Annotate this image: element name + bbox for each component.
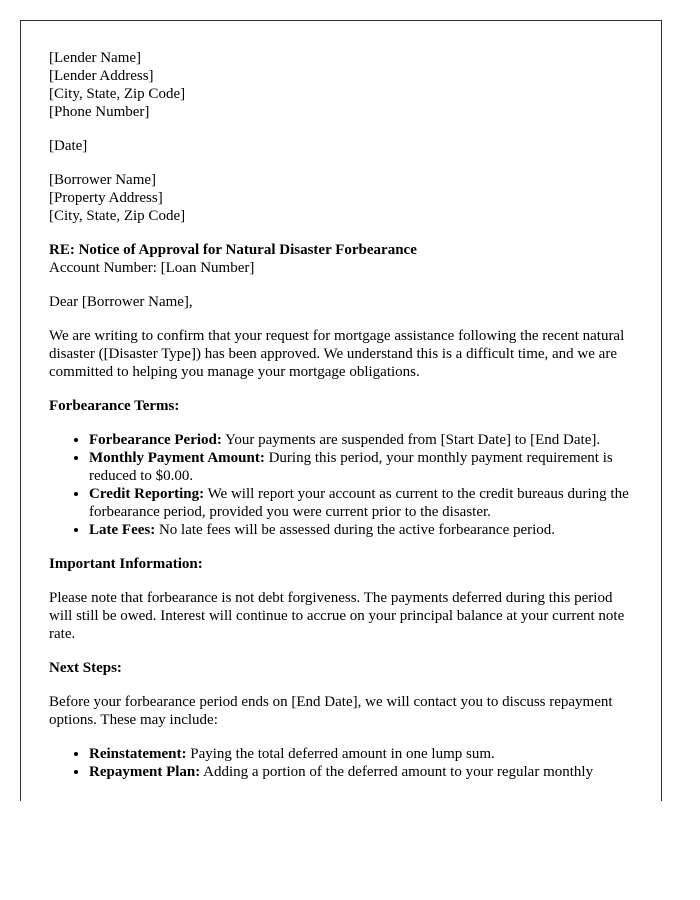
term-label: Credit Reporting: bbox=[89, 486, 205, 502]
lender-block bbox=[49, 49, 633, 121]
term-label: Repayment Plan: bbox=[89, 764, 201, 780]
term-text: Your payments are suspended from [Start Date] to [End Date]. bbox=[221, 432, 601, 448]
terms-list bbox=[49, 431, 633, 539]
lender-phone: [Phone Number] bbox=[49, 104, 150, 120]
letter-page bbox=[20, 20, 662, 801]
letter-content bbox=[21, 21, 661, 781]
subject-line: RE: Notice of Approval for Natural Disaster Forbearance bbox=[49, 242, 417, 258]
account-number: Account Number: [Loan Number] bbox=[49, 260, 255, 276]
next-steps-list bbox=[49, 745, 633, 781]
term-text: During this period, your monthly payment requirement is reduced to $0.00. bbox=[89, 450, 613, 484]
list-item bbox=[89, 449, 633, 485]
important-paragraph: Please note that forbearance is not debt forgiveness. The payments deferred during this period will still be owed. Interest will continue to accrue on your principal balance at your current note rate. bbox=[49, 590, 625, 642]
list-item bbox=[89, 745, 633, 763]
next-steps-paragraph: Before your forbearance period ends on [End Date], we will contact you to discuss repayment options. These may include: bbox=[49, 694, 613, 728]
salutation: Dear [Borrower Name], bbox=[49, 294, 193, 310]
term-label: Late Fees: bbox=[89, 522, 156, 538]
list-item bbox=[89, 431, 633, 449]
borrower-name: [Borrower Name] bbox=[49, 172, 157, 188]
terms-heading: Forbearance Terms: bbox=[49, 398, 180, 414]
borrower-block bbox=[49, 171, 633, 225]
term-text: No late fees will be assessed during the active forbearance period. bbox=[155, 522, 556, 538]
term-text: Paying the total deferred amount in one lump sum. bbox=[186, 746, 495, 762]
intro-paragraph: We are writing to confirm that your request for mortgage assistance following the recent natural disaster ([Disaster Type]) has been approved. We understand this is a difficult time, and we are committed to helping you manage your mortgage obligations. bbox=[49, 328, 625, 380]
next-steps-heading: Next Steps: bbox=[49, 660, 122, 676]
lender-city-state-zip: [City, State, Zip Code] bbox=[49, 86, 186, 102]
term-label: Monthly Payment Amount: bbox=[89, 450, 265, 466]
important-heading: Important Information: bbox=[49, 556, 203, 572]
list-item bbox=[89, 521, 633, 539]
term-label: Forbearance Period: bbox=[89, 432, 222, 448]
borrower-property-address: [Property Address] bbox=[49, 190, 163, 206]
lender-name: [Lender Name] bbox=[49, 50, 142, 66]
list-item bbox=[89, 763, 633, 781]
borrower-city-state-zip: [City, State, Zip Code] bbox=[49, 208, 186, 224]
term-text: Adding a portion of the deferred amount to your regular monthly bbox=[200, 764, 594, 780]
letter-date: [Date] bbox=[49, 138, 88, 154]
date-block bbox=[49, 137, 633, 155]
term-label: Reinstatement: bbox=[89, 746, 187, 762]
term-text: We will report your account as current to the credit bureaus during the forbearance period, provided you were current prior to the disaster. bbox=[89, 486, 629, 520]
list-item bbox=[89, 485, 633, 521]
lender-address: [Lender Address] bbox=[49, 68, 154, 84]
subject-block bbox=[49, 241, 633, 277]
